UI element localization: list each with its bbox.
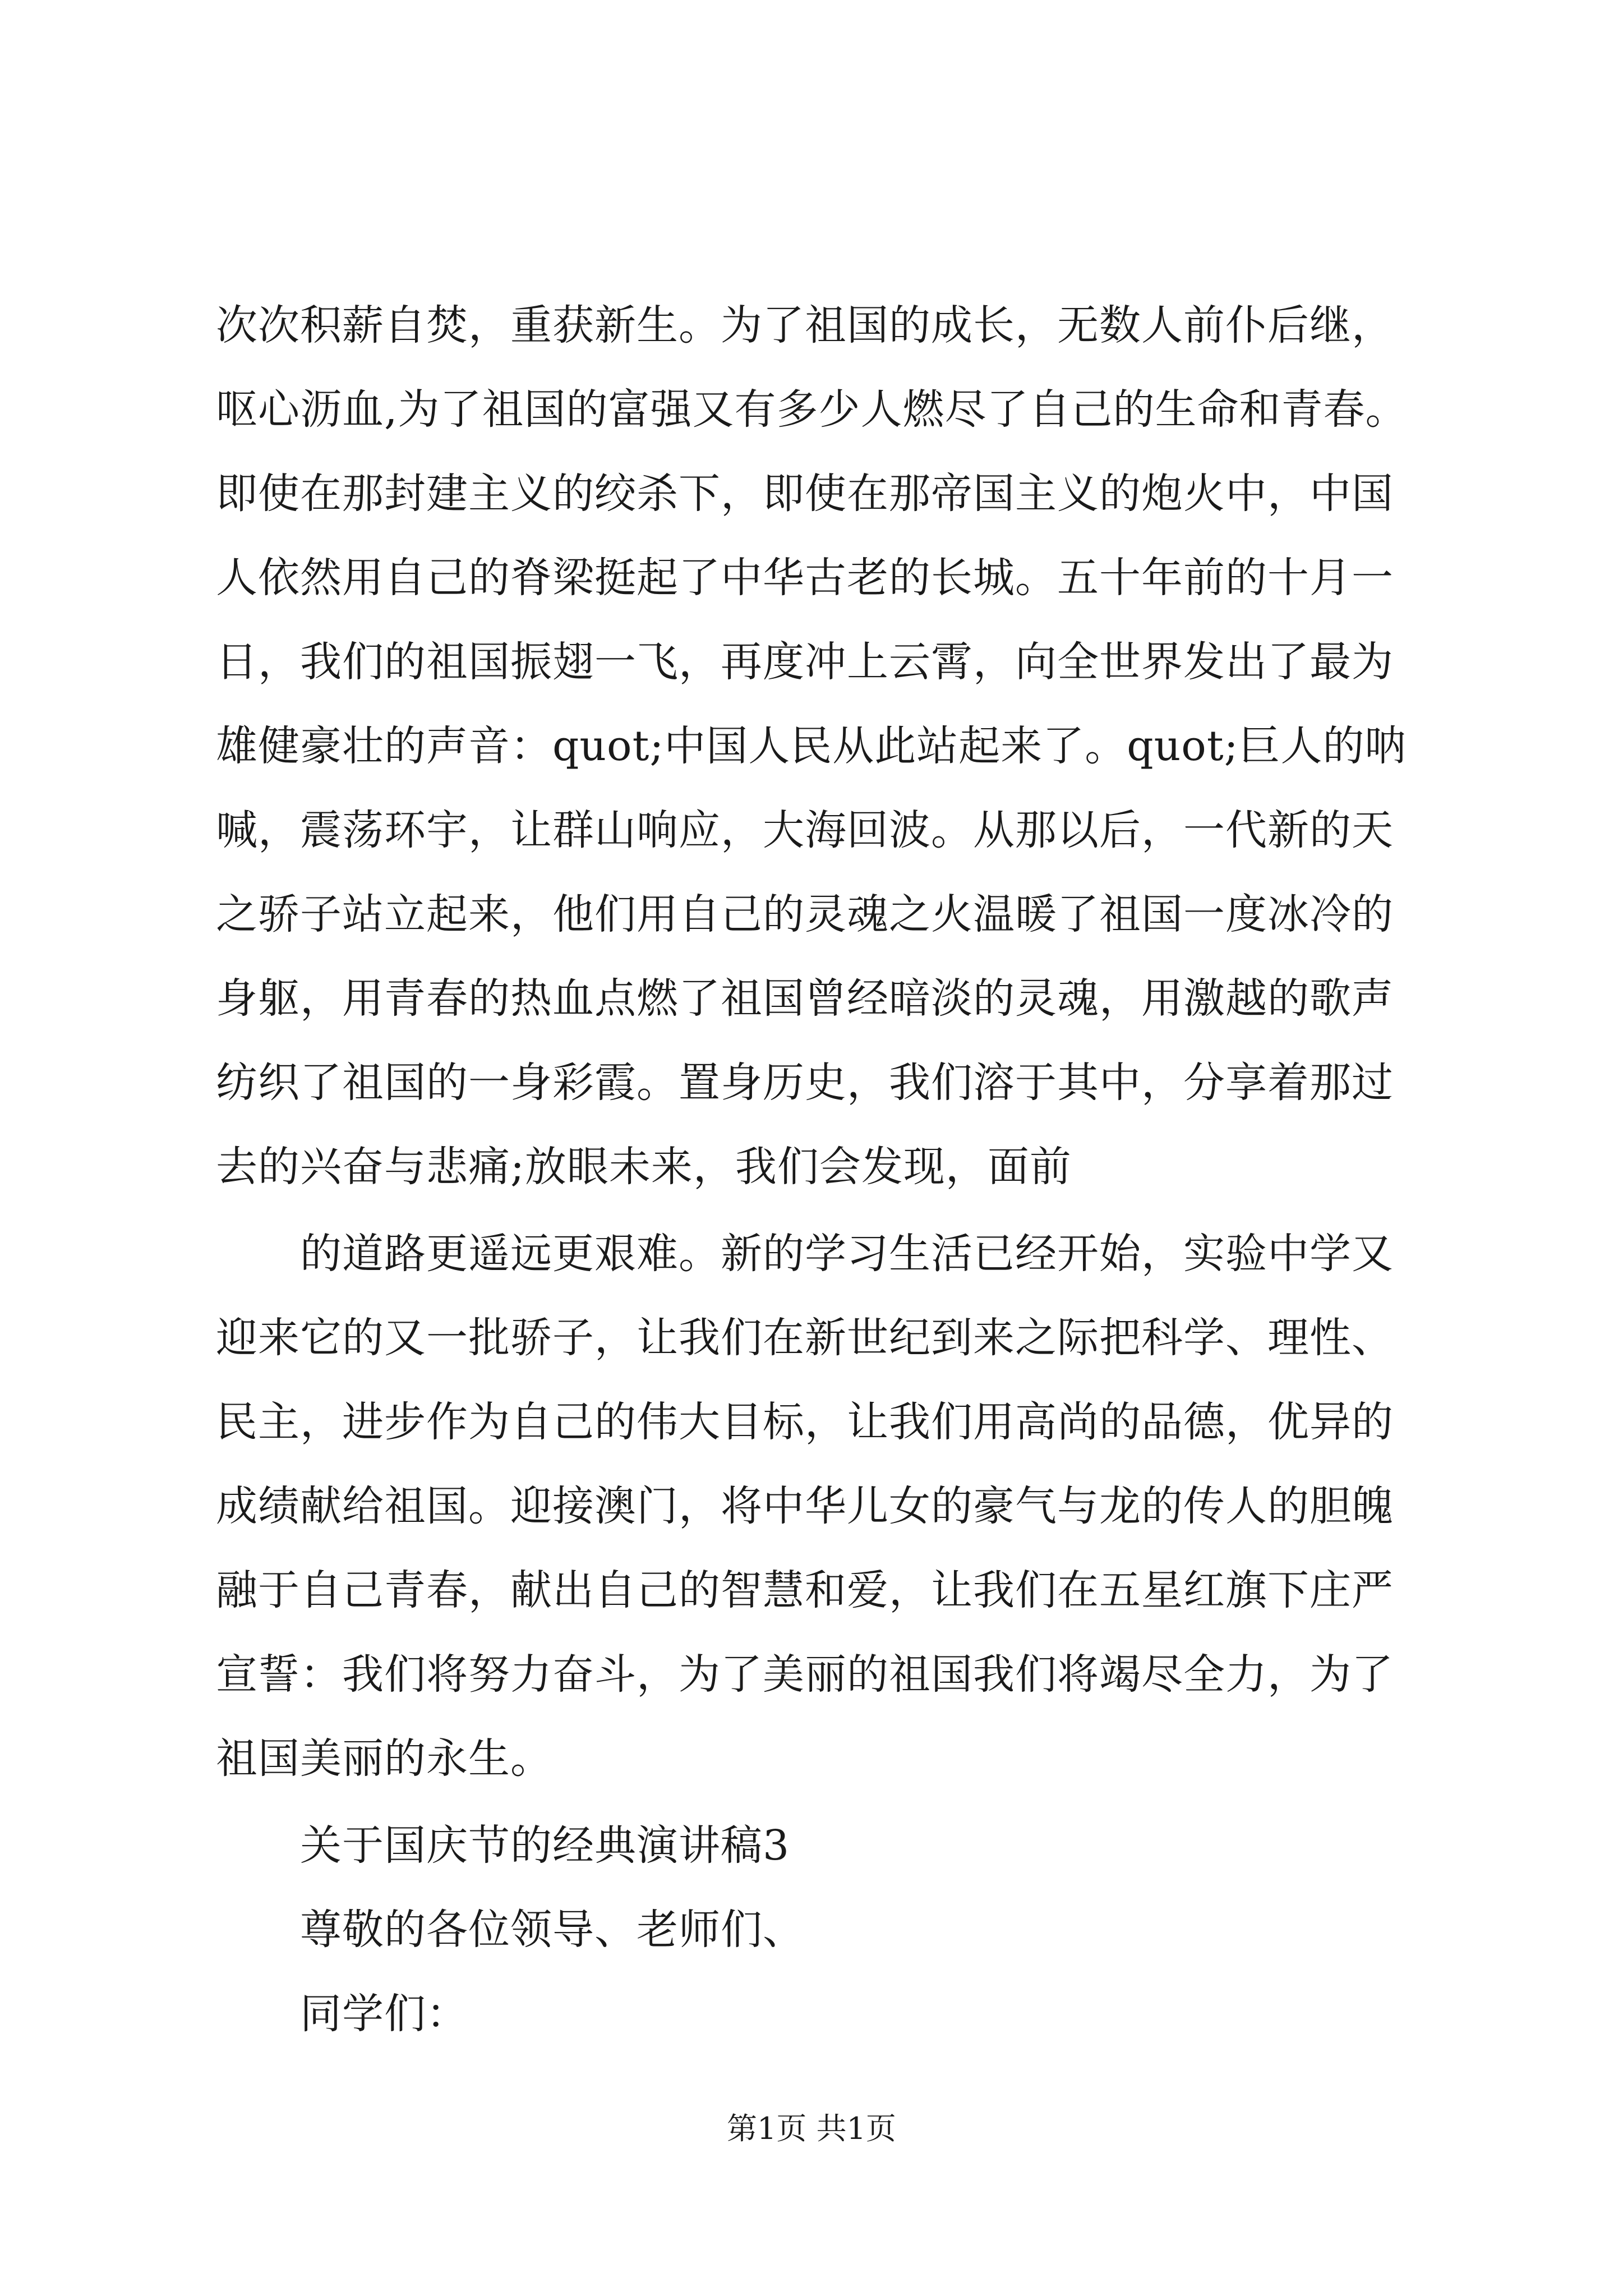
paragraph-line: 迎来它的又一批骄子，让我们在新世纪到来之际把科学、理性、 [216,1314,1394,1362]
paragraph-line: 纺织了祖国的一身彩霞。置身历史，我们溶于其中，分享着那过 [216,1059,1394,1107]
salutation-line: 尊敬的各位领导、老师们、 [300,1906,805,1954]
paragraph-line: 即使在那封建主义的绞杀下，即使在那帝国主义的炮火中，中国 [216,470,1394,518]
paragraph-line: 融于自己青春，献出自己的智慧和爱，让我们在五星红旗下庄严 [216,1566,1394,1614]
paragraph-line: 人依然用自己的脊梁挺起了中华古老的长城。五十年前的十月一 [216,554,1394,602]
page-footer: 第1页 共1页 [727,2111,896,2146]
paragraph-line: 喊，震荡环宇，让群山响应，大海回波。从那以后，一代新的天 [216,806,1394,854]
salutation-line: 同学们： [300,1990,468,2038]
paragraph-line: 成绩献给祖国。迎接澳门，将中华儿女的豪气与龙的传人的胆魄 [216,1482,1394,1530]
paragraph-line: 雄健豪壮的声音：quot;中国人民从此站起来了。quot;巨人的呐 [216,722,1407,770]
paragraph-line: 次次积薪自焚，重获新生。为了祖国的成长，无数人前仆后继， [216,301,1394,349]
paragraph-line: 的道路更遥远更艰难。新的学习生活已经开始，实验中学又 [300,1230,1394,1278]
paragraph-line: 呕心沥血,为了祖国的富强又有多少人燃尽了自己的生命和青春。 [216,385,1408,434]
section-title: 关于国庆节的经典演讲稿3 [300,1821,790,1870]
paragraph-line: 日，我们的祖国振翅一飞，再度冲上云霄，向全世界发出了最为 [216,638,1394,686]
paragraph-line: 之骄子站立起来，他们用自己的灵魂之火温暖了祖国一度冰冷的 [216,890,1394,938]
paragraph-line: 宣誓：我们将努力奋斗，为了美丽的祖国我们将竭尽全力，为了 [216,1650,1394,1699]
paragraph-line: 去的兴奋与悲痛;放眼未来，我们会发现，面前 [216,1143,1072,1191]
paragraph-line: 身躯，用青春的热血点燃了祖国曾经暗淡的灵魂，用激越的歌声 [216,974,1394,1023]
paragraph-line: 祖国美丽的永生。 [216,1734,552,1783]
paragraph-line: 民主，进步作为自己的伟大目标，让我们用高尚的品德，优异的 [216,1398,1394,1446]
